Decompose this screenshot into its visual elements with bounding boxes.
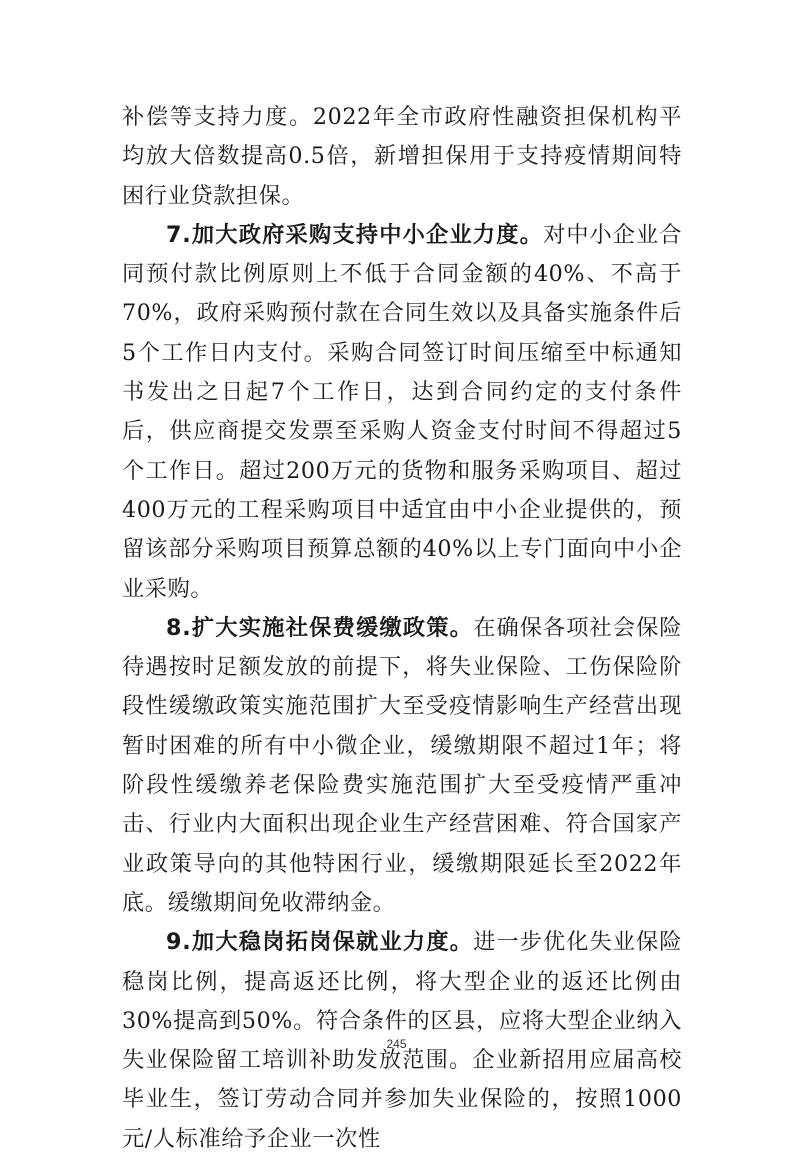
document-body	[122, 98, 682, 1159]
paragraph-text: 进一步优化失业保险稳岗比例，提高返还比例，将大型企业的返还比例由30%提高到50%。符合条件的区县，应将大型企业纳入失业保险留工培训补助发放范围。企业新招用应届高校毕业生，签订劳动合同并参加失业保险的，按照1000元/人标准给予企业一次性	[122, 929, 682, 1152]
paragraph-heading: 9.加大稳岗拓岗保就业力度。	[166, 929, 474, 956]
paragraph-item-7	[122, 216, 682, 609]
paragraph-item-8	[122, 609, 682, 923]
paragraph-heading: 7.加大政府采购支持中小企业力度。	[166, 221, 544, 248]
paragraph-text: 对中小企业合同预付款比例原则上不低于合同金额的40%、不高于70%，政府采购预付款在合同生效以及具备实施条件后5个工作日内支付。采购合同签订时间压缩至中标通知书发出之日起7个工作日，达到合同约定的支付条件后，供应商提交发票至采购人资金支付时间不得超过5个工作日。超过200万元的货物和服务采购项目、超过400万元的工程采购项目中适宜由中小企业提供的，预留该部分采购项目预算总额的40%以上专门面向中小企业采购。	[122, 221, 682, 602]
paragraph-text: 在确保各项社会保险待遇按时足额发放的前提下，将失业保险、工伤保险阶段性缓缴政策实施范围扩大至受疫情影响生产经营出现暂时困难的所有中小微企业，缓缴期限不超过1年；将阶段性缓缴养老保险费实施范围扩大至受疫情严重冲击、行业内大面积出现企业生产经营困难、符合国家产业政策导向的其他特困行业，缓缴期限延长至2022年底。缓缴期间免收滞纳金。	[122, 614, 682, 916]
page-number: 245	[386, 1037, 407, 1051]
paragraph-text: 补偿等支持力度。2022年全市政府性融资担保机构平均放大倍数提高0.5倍，新增担保用于支持疫情期间特困行业贷款担保。	[122, 104, 682, 209]
paragraph-continuation	[122, 98, 682, 216]
paragraph-heading: 8.扩大实施社保费缓缴政策。	[166, 614, 474, 641]
